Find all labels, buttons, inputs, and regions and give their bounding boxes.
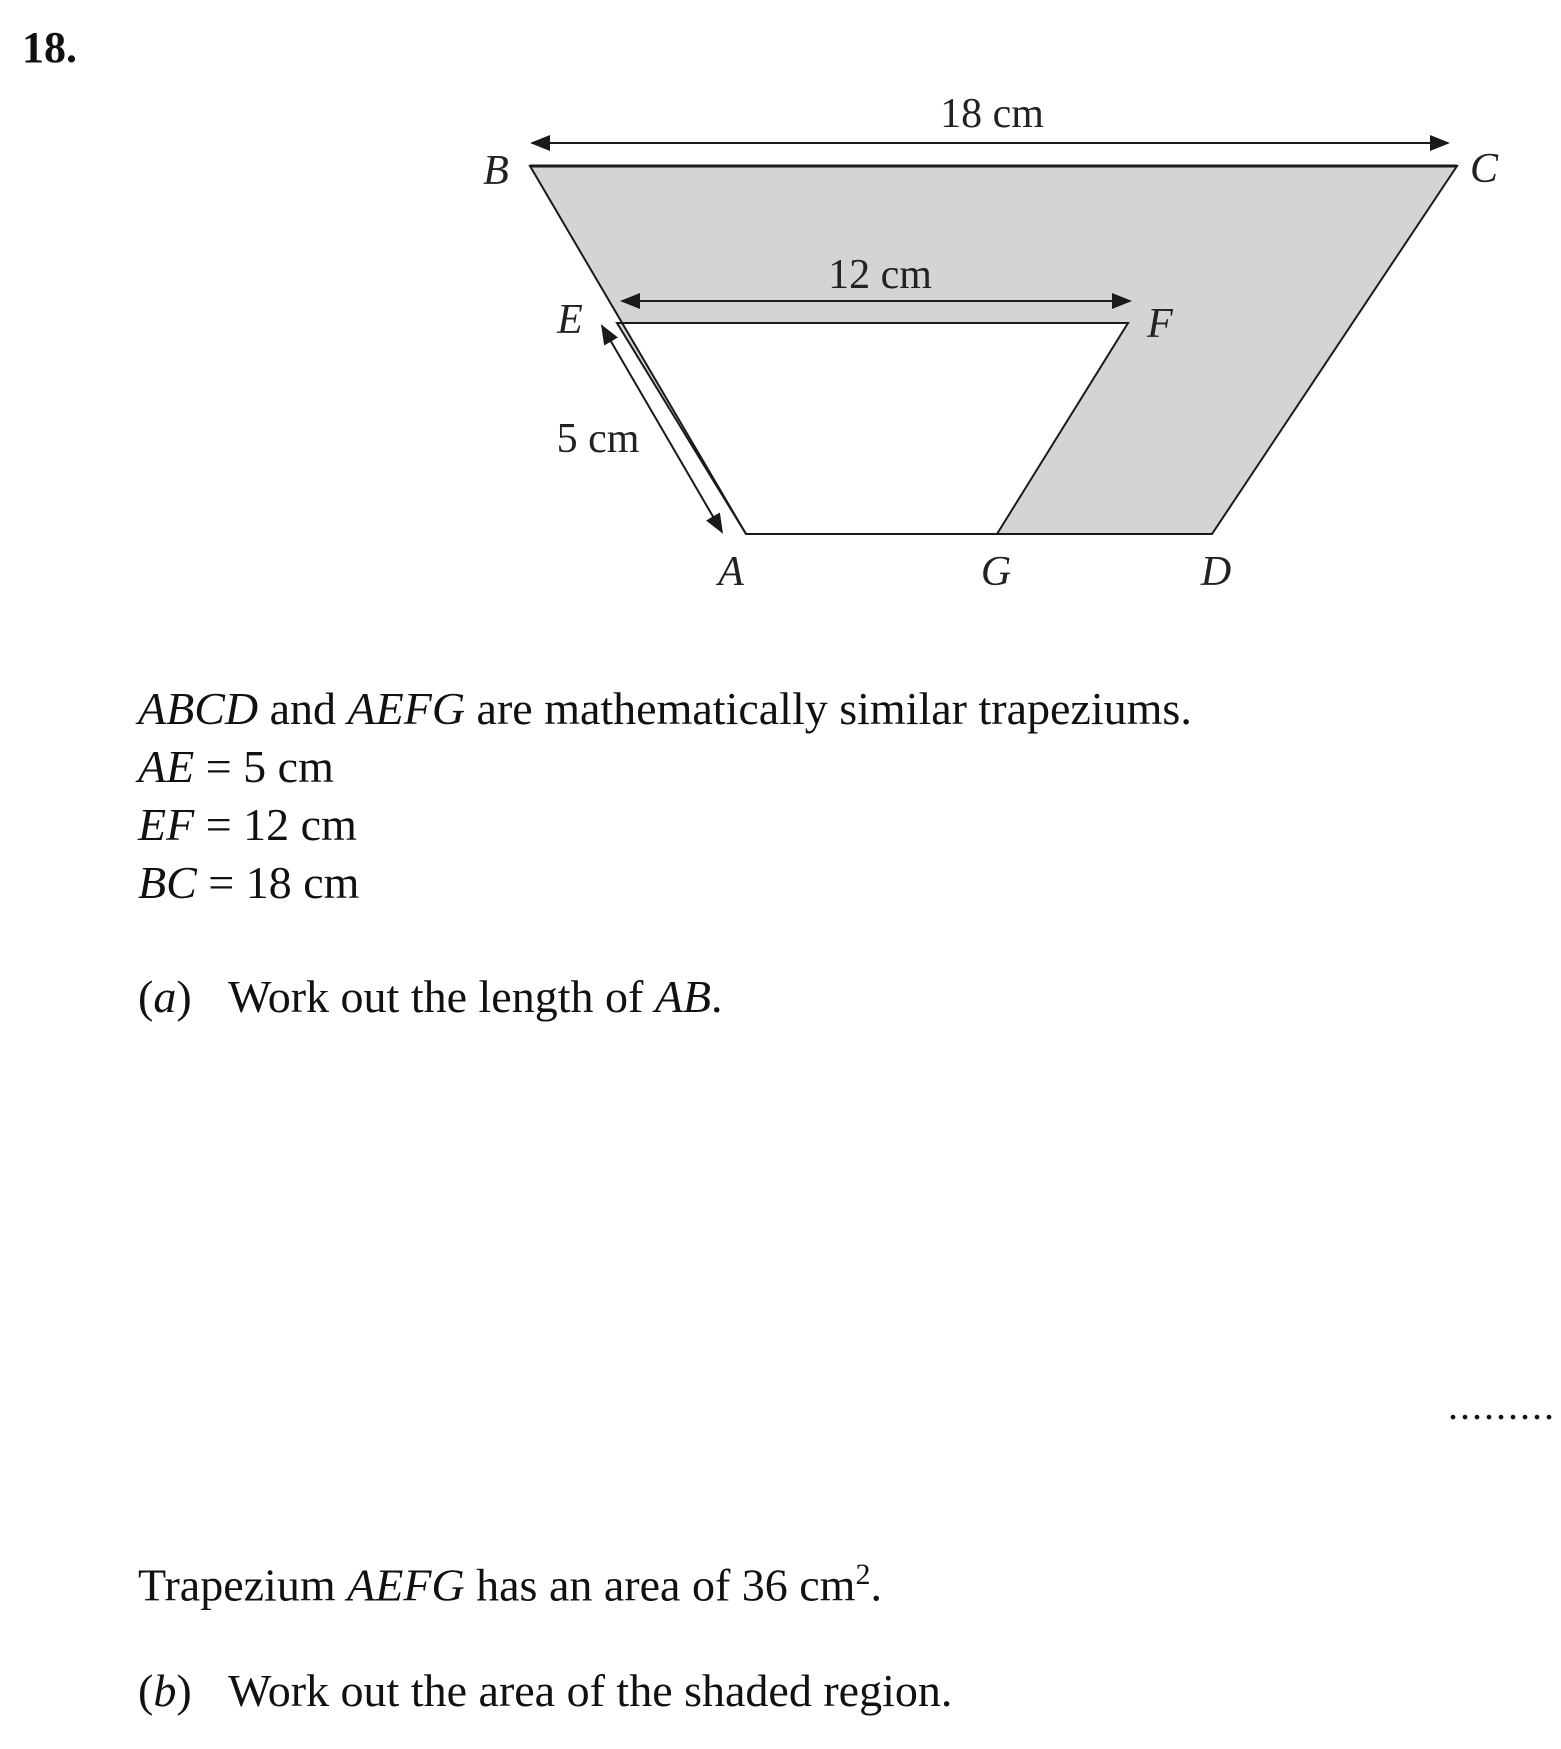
part-a-period: . [711, 971, 723, 1022]
vertex-label-c: C [1469, 146, 1499, 192]
area-text: Trapezium [138, 1559, 336, 1611]
vertex-label-d: D [1200, 549, 1232, 595]
area-period: . [870, 1559, 882, 1611]
given-ae [138, 738, 334, 796]
part-a-segment: AB [654, 971, 712, 1022]
given-name: EF [138, 799, 195, 850]
dimension-label-ae: 5 cm [556, 416, 640, 462]
vertex-label-b: B [483, 148, 509, 194]
dimension-label-ef: 12 cm [828, 252, 932, 298]
shape-name: AEFG [347, 683, 466, 734]
vertex-label-f: F [1147, 301, 1173, 347]
dimension-label-bc: 18 cm [940, 91, 1044, 137]
shape-name: AEFG [347, 1559, 465, 1611]
question-number: 18. [22, 23, 77, 72]
vertex-label-a: A [718, 549, 744, 595]
statement-text: are mathematically similar trapeziums. [476, 683, 1192, 734]
area-text: has an area of 36 cm [476, 1559, 856, 1611]
given-name: AE [138, 741, 195, 792]
vertex-label-g: G [980, 549, 1012, 595]
given-value: = 12 cm [205, 799, 357, 850]
given-value: = 5 cm [205, 741, 334, 792]
area-statement [138, 1546, 882, 1614]
part-b-text: Work out the area of the shaded region. [228, 1665, 953, 1716]
part-b-question [138, 1662, 952, 1720]
trapezium-diagram [0, 0, 1561, 620]
part-a-question [138, 968, 723, 1026]
given-name: BC [138, 857, 197, 908]
given-bc [138, 854, 359, 912]
shaded-region [530, 166, 1457, 534]
vertex-label-e: E [557, 297, 583, 343]
connector-word: and [269, 683, 337, 734]
answer-line-a: ......... [1448, 1383, 1556, 1428]
part-a-label: (a) [138, 971, 192, 1022]
area-superscript: 2 [855, 1558, 871, 1591]
part-b-label: (b) [138, 1665, 192, 1716]
part-a-text: Work out the length of [228, 971, 644, 1022]
shape-name: ABCD [138, 683, 259, 734]
given-value: = 18 cm [208, 857, 360, 908]
similarity-statement [138, 680, 1192, 738]
given-ef [138, 796, 357, 854]
